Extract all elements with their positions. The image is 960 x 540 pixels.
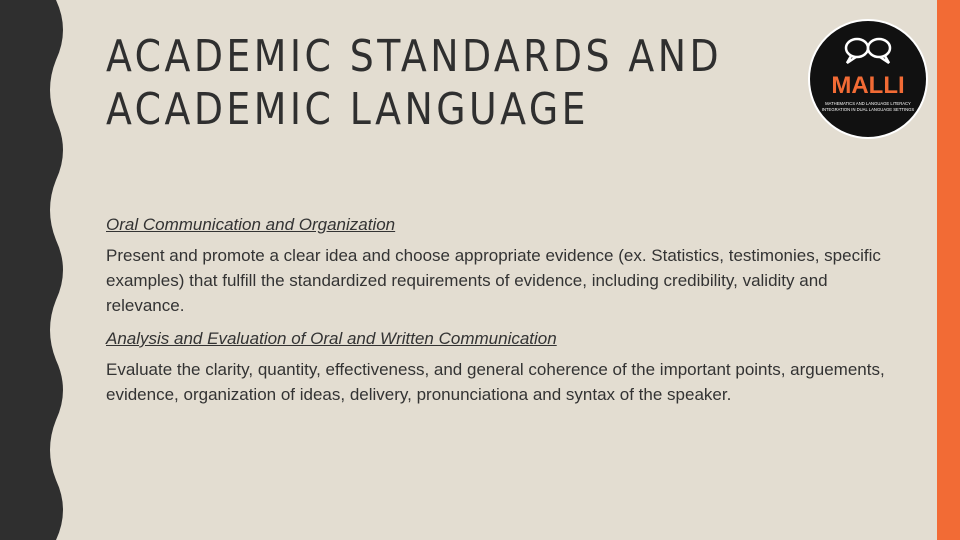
- slide-body: [106, 212, 886, 415]
- slide-title: [106, 30, 723, 136]
- section-text-oral-communication: Present and promote a clear idea and choose appropriate evidence (ex. Statistics, testimonies, specific examples) that fulfill the standardized requirements of evidence, including credibility, validity and relevance.: [106, 246, 881, 315]
- section-text-analysis-evaluation: Evaluate the clarity, quantity, effectiveness, and general coherence of the important points, arguements, evidence, organization of ideas, delivery, pronunciationa and syntax of the speaker.: [106, 360, 885, 404]
- logo-tagline-1: MATHEMATICS AND LANGUAGE LITERACY: [825, 101, 911, 106]
- logo-tagline-2: INTEGRATION IN DUAL LANGUAGE SETTINGS: [821, 107, 915, 112]
- right-accent-bar: [937, 0, 960, 540]
- section-heading-oral-communication: Oral Communication and Organization: [106, 215, 396, 234]
- section-heading-analysis-evaluation: Analysis and Evaluation of Oral and Written Communication: [106, 329, 557, 348]
- left-decorative-band: [0, 0, 72, 540]
- logo-text: MALLI: [831, 72, 905, 99]
- malli-logo: [807, 18, 929, 140]
- title-line-2: ACADEMIC LANGUAGE: [106, 84, 589, 135]
- title-line-1: ACADEMIC STANDARDS AND: [106, 31, 723, 82]
